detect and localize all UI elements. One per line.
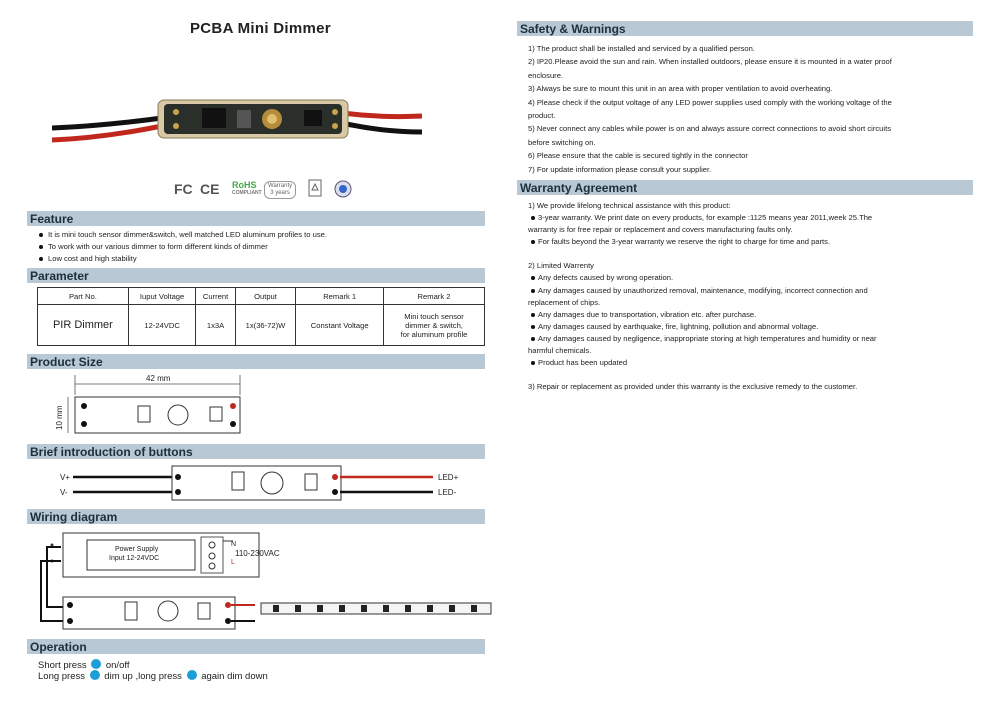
- led-minus-label: LED-: [438, 488, 457, 497]
- pad-dot: [230, 403, 236, 409]
- warranty-logo-line1: Warranty: [268, 183, 293, 189]
- wiring-heading: Wiring diagram: [27, 509, 485, 524]
- product-size-heading: Product Size: [27, 354, 485, 369]
- table-cell: Constant Voltage: [296, 305, 384, 346]
- warranty-bullet: Any damages caused by unauthorized removal, maintenance, modifying, incorrect connection and: [528, 285, 973, 297]
- safety-line: enclosure.: [528, 70, 564, 80]
- recycle-icon: [308, 179, 322, 197]
- product-size-diagram: [50, 370, 260, 440]
- led-plus-label: LED+: [438, 473, 459, 482]
- feature-item: It is mini touch sensor dimmer&switch, well matched LED aluminum profiles to use.: [37, 229, 477, 241]
- table-header-row: [38, 288, 485, 305]
- safety-line: before switching on.: [528, 137, 596, 147]
- quality-seal-icon: [334, 180, 352, 198]
- table-cell: 12-24VDC: [128, 305, 196, 346]
- safety-heading: Safety & Warnings: [517, 21, 973, 36]
- pad-dot: [230, 421, 236, 427]
- height-label: 10 mm: [55, 405, 64, 430]
- warranty-bullet: Any damages caused by earthquake, fire, lightning, pollution and abnormal voltage.: [528, 321, 973, 333]
- remark2-line: for aluminum profile: [400, 329, 468, 339]
- ac-n-label: N: [231, 541, 237, 548]
- column-header: Current: [196, 288, 235, 305]
- v-minus-label: V-: [60, 488, 68, 497]
- warranty-final: 3) Repair or replacement as provided under this warranty is the exclusive remedy to the customer.: [528, 382, 858, 392]
- pad-dot: [81, 403, 87, 409]
- buttons-heading: Brief introduction of buttons: [27, 444, 485, 459]
- safety-line: 5) Never connect any cables while power is on and always assure correct connections to avoid short circuits: [528, 124, 891, 134]
- psu-label-line1: Power Supply: [115, 546, 159, 553]
- touch-button-icon: [187, 670, 197, 680]
- touch-button-icon: [90, 670, 100, 680]
- product-photo: [52, 88, 422, 160]
- wiring-diagram: [35, 527, 495, 632]
- column-header: Remark 1: [296, 288, 384, 305]
- warranty-text: harmful chemicals.: [528, 346, 592, 356]
- warranty-text: replacement of chips.: [528, 297, 601, 307]
- safety-line: 2) IP20.Please avoid the sun and rain. When installed outdoors, please ensure it is mounted in a water proof: [528, 57, 892, 67]
- warranty-text: warranty is for free repair or replacement and covers manufacturing faults only.: [528, 225, 793, 235]
- ac-l-label: L: [231, 559, 235, 566]
- parameter-heading: Parameter: [27, 268, 485, 283]
- warranty-bullet: For faults beyond the 3-year warranty we reserve the right to charge for time and parts.: [528, 236, 973, 248]
- warranty-bullet: 3-year warranty. We print date on every products, for example :1125 means year 2011,week 25.The: [528, 212, 973, 224]
- warranty-intro: 1) We provide lifelong technical assistance with this product:: [528, 201, 731, 210]
- safety-line: 6) Please ensure that the cable is secured tightly in the connector: [528, 151, 748, 161]
- feature-list: [37, 229, 477, 265]
- short-press-action: on/off: [105, 660, 130, 671]
- warranty-body: [528, 200, 973, 393]
- safety-line: 4) Please check if the output voltage of any LED power supplies used comply with the working voltage of the: [528, 97, 892, 107]
- table-cell: 1x(36-72)W: [235, 305, 296, 346]
- table-cell: 1x3A: [196, 305, 235, 346]
- long-press-action: dim up ,long press: [104, 671, 182, 682]
- safety-list: [528, 42, 973, 176]
- long-press-again: again dim down: [201, 671, 268, 682]
- warranty-bullet: Any damages due to transportation, vibration etc. after purchase.: [528, 309, 973, 321]
- table-row: [38, 305, 485, 346]
- remark2-line: Mini touch sensor: [404, 311, 464, 321]
- spacer: [528, 248, 973, 260]
- short-press-label: Short press: [38, 660, 87, 671]
- warranty-logo: [264, 181, 296, 199]
- column-header: Remark 2: [384, 288, 485, 305]
- warranty-bullet: Any defects caused by wrong operation.: [528, 272, 973, 284]
- table-cell-remark2: [384, 305, 485, 346]
- operation-line-long: [38, 670, 268, 682]
- psu-label-line2: Input 12-24VDC: [109, 555, 160, 562]
- safety-line: 3) Always be sure to mount this unit in an area with proper ventilation to avoid overheating.: [528, 84, 833, 94]
- ce-logo: CE: [200, 181, 220, 197]
- long-press-label: Long press: [38, 671, 86, 682]
- pad-dot: [81, 421, 87, 427]
- touch-button-icon: [91, 659, 101, 669]
- page-title: PCBA Mini Dimmer: [190, 20, 331, 37]
- parameter-table: [37, 287, 485, 346]
- fc-logo: FC: [174, 181, 193, 197]
- safety-line: 1) The product shall be installed and serviced by a qualified person.: [528, 44, 755, 53]
- operation-heading: Operation: [27, 639, 485, 654]
- warranty-heading: Warranty Agreement: [517, 180, 973, 195]
- feature-item: Low cost and high stability: [37, 253, 477, 265]
- rohs-logo: RoHS: [232, 180, 257, 190]
- warranty-logo-line2: 3 years: [270, 190, 290, 196]
- remark2-line: dimmer & switch,: [405, 320, 463, 330]
- v-plus-label: V+: [60, 473, 71, 482]
- rohs-sub: COMPLIANT: [232, 190, 262, 196]
- warranty-limited: 2) Limited Warrenty: [528, 261, 594, 271]
- table-cell: PIR Dimmer: [38, 305, 129, 346]
- width-label: 42 mm: [146, 374, 171, 383]
- column-header: Output: [235, 288, 296, 305]
- warranty-bullet: Any damages caused by negligence, inappropriate storing at high temperatures and humidity or near: [528, 333, 973, 345]
- spacer: [528, 369, 973, 381]
- safety-line: 7) For update information please consult your supplier.: [528, 164, 712, 174]
- feature-heading: Feature: [27, 211, 485, 226]
- column-header: Part No.: [38, 288, 129, 305]
- column-header: Iuput Voltage: [128, 288, 196, 305]
- feature-item: To work with our various dimmer to form different kinds of dimmer: [37, 241, 477, 253]
- buttons-diagram: [55, 463, 475, 503]
- ac-voltage-label: 110-230VAC: [235, 549, 280, 558]
- safety-line: product.: [528, 111, 556, 121]
- warranty-bullet: Product has been updated: [528, 357, 973, 369]
